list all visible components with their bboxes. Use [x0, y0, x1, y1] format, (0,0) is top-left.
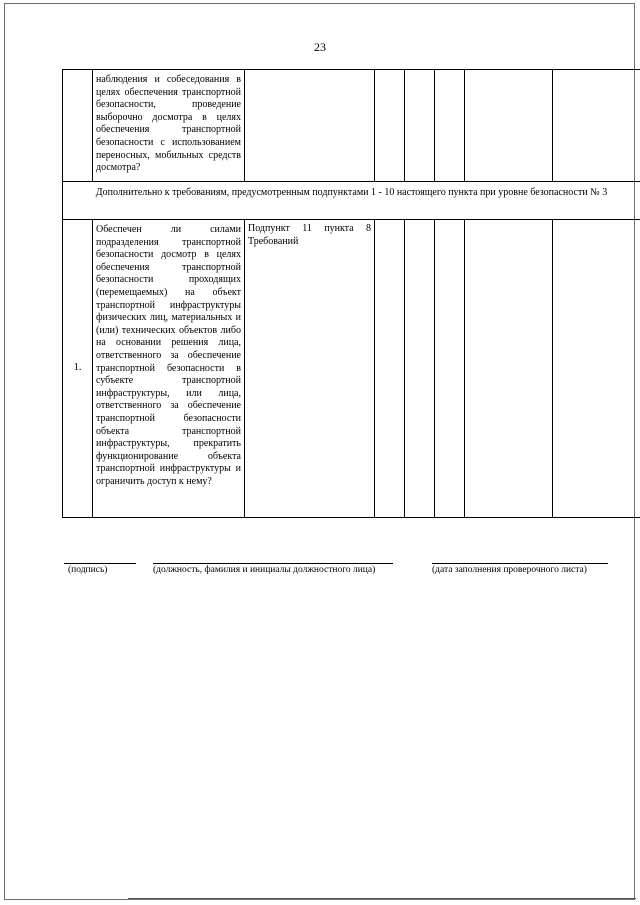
checklist-table [62, 69, 640, 518]
table-row [63, 70, 640, 182]
page-number: 23 [314, 40, 326, 54]
row-number [63, 70, 93, 182]
section-heading-row [63, 182, 640, 220]
table-row [63, 220, 640, 518]
question-cell: Обеспечен ли силами подразделения транспортной безопасности досмотр в целях обеспечения транспортной безопасности проходящих (перемещаемых) на объект транспортной инфраструктуры физических лиц, материальных и (или) технических объектов либо на основании решения лица, ответственного за обеспечение транспортной безопасности в субъекте транспортной инфраструктуры, или лица, ответственного за обеспечение транспортной безопасности объекта транспортной инфраструктуры, прекратить функционирование объекта транспортной инфраструктуры и ограничить доступ к нему? [93, 220, 245, 518]
signature-label: (подпись) [68, 565, 108, 575]
signature-line [64, 563, 136, 564]
requirement-cell [245, 70, 375, 182]
answer-yes-cell [375, 220, 405, 518]
official-line [153, 563, 393, 564]
bottom-edge-line [128, 898, 636, 899]
official-label: (должность, фамилия и инициалы должностного лица) [153, 565, 376, 575]
answer-na-cell [435, 220, 465, 518]
answer-comment-cell [465, 70, 553, 182]
answer-no-cell [405, 70, 435, 182]
question-cell: наблюдения и собеседования в целях обеспечения транспортной безопасности, проведение выборочно досмотра в целях обеспечения транспортной безопасности с использованием переносных, мобильных средств досмотра? [93, 70, 245, 182]
signature-block [0, 560, 640, 582]
row-number: 1. [63, 220, 93, 518]
date-line [432, 563, 608, 564]
answer-no-cell [405, 220, 435, 518]
answer-note-cell [553, 220, 640, 518]
answer-na-cell [435, 70, 465, 182]
answer-yes-cell [375, 70, 405, 182]
answer-comment-cell [465, 220, 553, 518]
date-label: (дата заполнения проверочного листа) [432, 565, 587, 575]
requirement-cell: Подпункт 11 пункта 8 Требований [245, 220, 375, 518]
answer-note-cell [553, 70, 640, 182]
section-heading: Дополнительно к требованиям, предусмотренным подпунктами 1 - 10 настоящего пункта при уровне безопасности № 3 [63, 182, 640, 220]
